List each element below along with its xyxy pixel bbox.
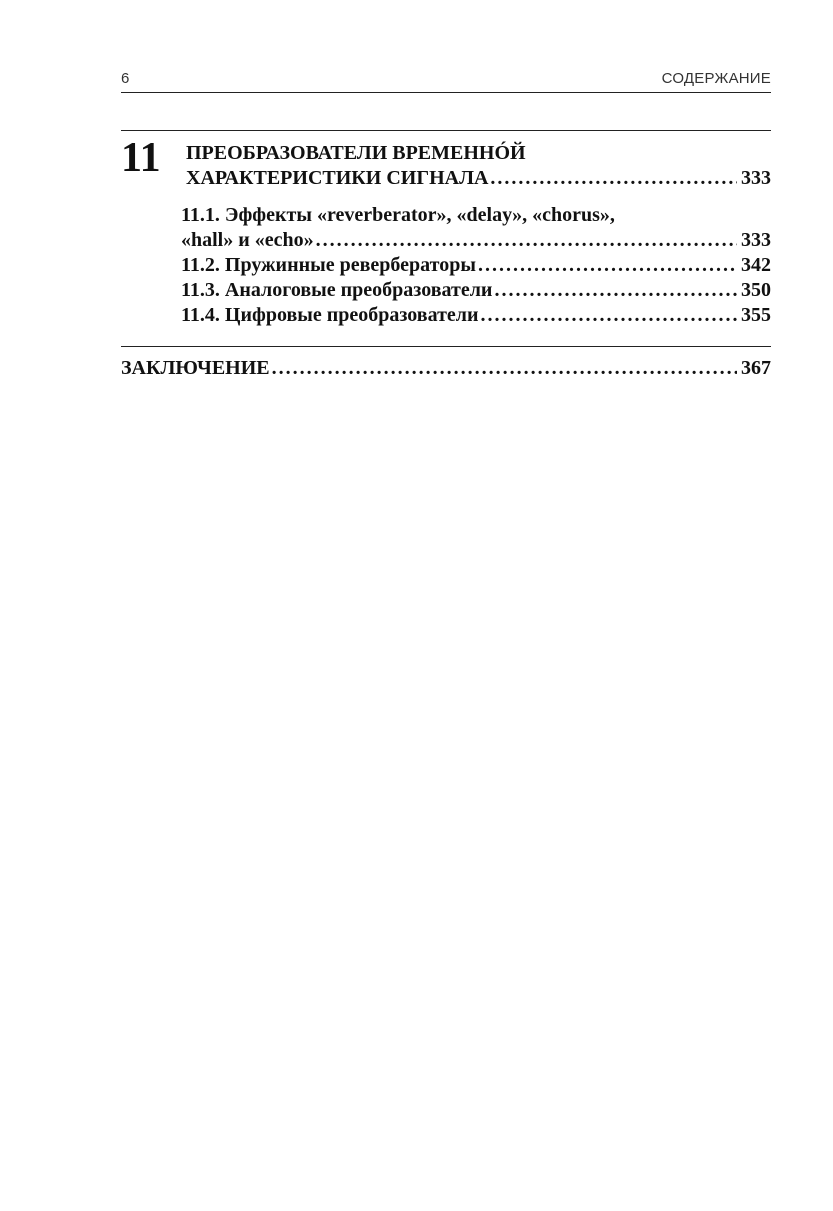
chapter-title-entry[interactable] — [186, 166, 771, 190]
chapter-top-rule — [121, 130, 771, 131]
section-11-1-title-line-2: «hall» и «echo» — [181, 229, 314, 251]
running-head-title: СОДЕРЖАНИЕ — [661, 70, 771, 87]
chapter-page-number: 333 — [741, 167, 771, 189]
dot-leader — [478, 253, 737, 277]
toc-entry-11-1[interactable] — [181, 228, 771, 252]
dot-leader — [481, 303, 737, 327]
section-11-2-page: 342 — [741, 254, 771, 276]
running-head — [121, 68, 771, 93]
dot-leader — [494, 278, 737, 302]
conclusion-title: ЗАКЛЮЧЕНИЕ — [121, 357, 270, 379]
conclusion-page: 367 — [741, 357, 771, 379]
conclusion-top-rule — [121, 346, 771, 347]
page-number: 6 — [121, 70, 130, 87]
toc-entry-conclusion[interactable] — [121, 356, 771, 380]
chapter-number: 11 — [121, 135, 161, 181]
toc-entry-11-3[interactable] — [181, 278, 771, 302]
section-11-1-page: 333 — [741, 229, 771, 251]
section-11-3-page: 350 — [741, 279, 771, 301]
toc-entry-11-4[interactable] — [181, 303, 771, 327]
section-11-1-title-line-1: 11.1. Эффекты «reverberator», «delay», «chorus», — [181, 204, 615, 226]
chapter-title-line-1: ПРЕОБРАЗОВАТЕЛИ ВРЕМЕННÓЙ — [186, 142, 526, 164]
dot-leader — [490, 166, 737, 190]
section-11-4-title: 11.4. Цифровые преобразователи — [181, 304, 479, 326]
dot-leader — [272, 356, 737, 380]
section-11-4-page: 355 — [741, 304, 771, 326]
chapter-title-line-2: ХАРАКТЕРИСТИКИ СИГНАЛА — [186, 167, 489, 189]
section-11-2-title: 11.2. Пружинные ревербераторы — [181, 254, 476, 276]
toc-entry-11-2[interactable] — [181, 253, 771, 277]
section-11-3-title: 11.3. Аналоговые преобразователи — [181, 279, 493, 301]
dot-leader — [316, 228, 737, 252]
